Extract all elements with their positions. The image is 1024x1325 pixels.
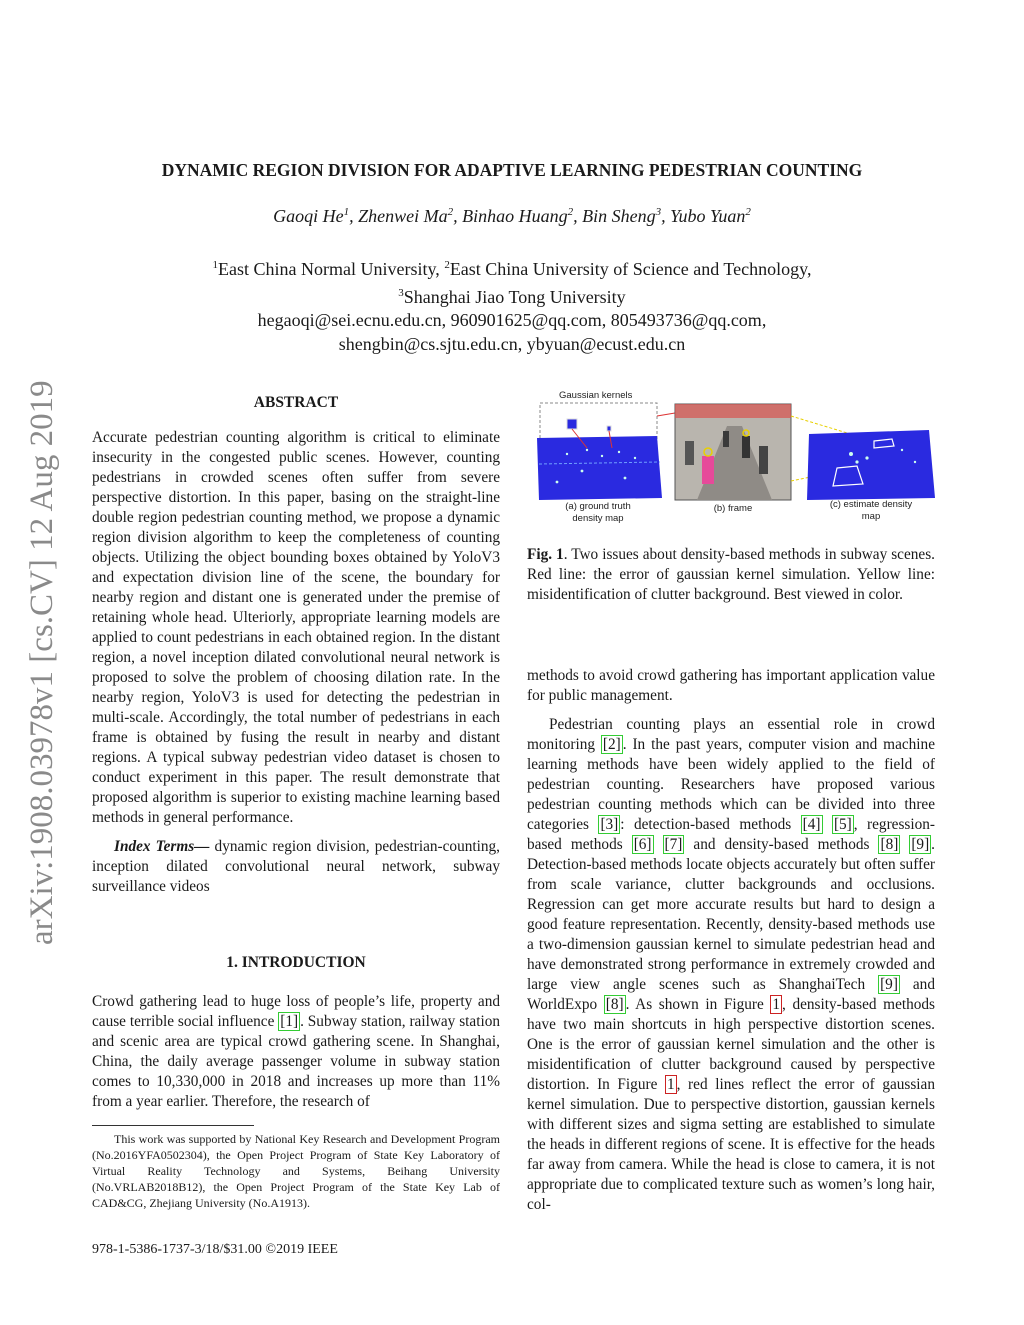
text-run: and WorldExpo: [527, 976, 935, 1013]
text-run: . Detection-based methods locate objects accurately but often suffer from scale variance, clutter backgrounds and occlusions. Regression can get more accurate results but hard to design a good feature representation. Recently, density-based methods use a two-dimension gaussian kernel to simulate pedestrian head and have demonstrated strong performance in extremely crowded and large view angle scenes such as ShanghaiTech: [527, 836, 935, 993]
text-run: . As shown in Figure: [625, 996, 771, 1013]
caption-label: Fig. 1: [527, 546, 564, 563]
index-terms-text: dynamic region division, pedestrian-counting, inception dilated convolutional neural network, subway surveillance videos: [92, 838, 500, 895]
author-name: Gaoqi He: [273, 206, 344, 226]
frame-person: [742, 436, 750, 458]
copyright-line: 978-1-5386-1737-3/18/$31.00 ©2019 IEEE: [92, 1242, 338, 1257]
caption-text: [527, 545, 935, 605]
ground-truth-density-map: [537, 436, 662, 500]
intro-heading: 1. INTRODUCTION: [226, 954, 366, 971]
citation-link[interactable]: [5]: [833, 816, 852, 833]
affiliation-line-1: [0, 254, 1024, 282]
caption-body: . Two issues about density-based methods in subway scenes. Red line: the error of gaussian kernel simulation. Yellow line: misidentification of clutter background. Best viewed in color.: [527, 546, 935, 603]
affil-sup: 3: [398, 286, 404, 299]
affiliation-line-2: [0, 282, 1024, 310]
citation-link[interactable]: [8]: [880, 836, 899, 853]
footnote: [92, 1131, 500, 1211]
email-line-1: hegaoqi@sei.ecnu.edu.cn, 960901625@qq.com, 805493736@qq.com,: [257, 310, 767, 330]
estimate-density-map: [807, 430, 935, 500]
abstract-text: Accurate pedestrian counting algorithm is critical to eliminate insecurity in the congested public scenes. However, counting pedestrians in crowded scenes often suffer from severe perspective distortion. In this paper, basing on the straight-line double region pedestrian counting method, we propose a dynamic region division algorithm to keep the completeness of counting objects. Utilizing the object bounding boxes obtained by YoloV3 and expectation division line of the scene, the boundary for nearby region and distant one is generated under the premise of retaining whole head. Ulteriorly, appropriate learning models are applied to count pedestrians in each obtained region. In the distant region, a novel inception dilated convolutional neural network is proposed to solve the problem of choosing dilation rate. In the nearby region, YoloV3 is used for detecting the pedestrian in multi-scale. Accordingly, the total number of pedestrians in each frame is obtained by fusing the result in nearby and distant regions. A typical subway pedestrian video dataset is chosen to conduct experiment in this paper. The result demonstrate that proposed algorithm is superior to existing machine learning based methods in general performance.: [92, 429, 500, 826]
text-run: and density-based methods: [684, 836, 879, 853]
author-sup: 2: [447, 206, 454, 218]
density-dot: [586, 449, 588, 451]
index-terms-label: Index Terms—: [114, 838, 210, 855]
citation-link[interactable]: [8]: [605, 996, 624, 1013]
density-dot: [566, 453, 568, 455]
frame-person: [759, 446, 768, 474]
paragraph-pedestrian-counting: [527, 715, 935, 1215]
density-dot: [865, 456, 868, 459]
figure-1: [527, 386, 939, 526]
density-dot: [556, 481, 559, 484]
author-sup: 3: [655, 206, 662, 218]
density-dot: [624, 477, 627, 480]
text-run: , red lines reflect the error of gaussian kernel simulation. Due to perspective distortion, gaussian kernels with different sizes and sigma setting are established to simulate the heads in different regions of scene. It is effective for the heads far away from camera. While the head is close to camera, it is not appropriate due to complicated texture such as women’s long hair, col-: [527, 1076, 935, 1213]
text-run: . In the past years, computer vision and machine learning methods have been widely applied to the field of pedestrian counting. Researchers have proposed various pedestrian counting methods which can be divided into three categories: [527, 736, 935, 833]
text-run: : detection-based methods: [620, 816, 801, 833]
label-a-line2: density map: [572, 513, 624, 524]
affil-sup: 1: [212, 259, 219, 271]
index-terms: [92, 837, 500, 897]
footnote-rule: [92, 1125, 254, 1126]
author-sup: 2: [567, 206, 574, 218]
right-column-body: [527, 666, 935, 1215]
label-c-line2: map: [861, 511, 881, 522]
citation-link[interactable]: [9]: [880, 976, 898, 993]
label-c-line1: (c) estimate density: [829, 499, 913, 510]
affil-name: East China Normal University,: [218, 259, 445, 279]
paper-title: DYNAMIC REGION DIVISION FOR ADAPTIVE LEARNING PEDESTRIAN COUNTING: [161, 160, 863, 180]
author-list: Gaoqi He$^1$, Zhenwei Ma$^2$, Binhao Huang$^2$, Bin Sheng$^3$, Yubo Yuan$^2$: [273, 206, 751, 226]
intro-body: [92, 992, 500, 1112]
author-name: Zhenwei Ma: [358, 206, 448, 226]
density-dot: [601, 455, 603, 457]
text-run: Crowd gathering lead to huge loss of people’s life, property and cause terrible social influence: [92, 993, 500, 1030]
density-dot: [855, 460, 858, 463]
kernels-label: Gaussian kernels: [559, 390, 633, 401]
frame-person: [685, 441, 694, 465]
frame-person: [723, 431, 729, 447]
arxiv-stamp-text: arXiv:1908.03978v1 [cs.CV] 12 Aug 2019: [24, 380, 60, 945]
kernel-sample: [567, 419, 577, 429]
author-name: Yubo Yuan: [670, 206, 746, 226]
paragraph-continued: methods to avoid crowd gathering has important application value for public management.: [527, 667, 935, 704]
density-dot: [618, 451, 620, 453]
footnote-text: This work was supported by National Key Research and Development Program (No.2016YFA0502304), the Open Project Program of State Key Laboratory of Virtual Reality Technology and Systems, Beihang University (No.VRLAB2018B12), the Open Project Program of the State Key Lab of CAD&CG, Zhejiang University (No.A1913).: [92, 1132, 500, 1210]
author-name: Bin Sheng: [582, 206, 656, 226]
density-dot: [914, 461, 916, 463]
affiliations: [0, 254, 1024, 356]
author-sup: 1: [343, 206, 350, 218]
affil-sup: 2: [444, 259, 450, 271]
label-b: (b) frame: [713, 503, 753, 514]
figure-reference-link[interactable]: 1: [772, 996, 781, 1013]
affil-name: Shanghai Jiao Tong University: [403, 286, 626, 307]
label-a-line1: (a) ground truth: [565, 501, 631, 512]
figure-reference-link[interactable]: 1: [666, 1076, 675, 1093]
citation-link[interactable]: [2]: [602, 736, 621, 753]
text-run: . Subway station, railway station and scenic area are typical crowd gathering scene. In Shanghai, China, the daily average passenger volume in subway station comes to 10,330,000 in 2018 and increases up more than 11% from a year earlier. Therefore, the research of: [92, 1013, 500, 1110]
text-run: , density-based methods have two main shortcuts in high perspective distortion scenes. One is the error of gaussian kernel simulation and the other is misidentification of clutter background caused by perspective distortion. In Figure: [527, 996, 936, 1093]
affil-name: East China University of Science and Technology,: [449, 259, 812, 279]
citation-link[interactable]: [1]: [280, 1013, 299, 1030]
abstract-body: [92, 428, 500, 897]
author-sup: 2: [745, 206, 751, 218]
citation-link[interactable]: [3]: [600, 816, 619, 833]
intro-paragraph: [92, 992, 500, 1112]
text-run: Pedestrian counting plays an essential role in crowd monitoring: [527, 716, 935, 753]
abstract-heading: ABSTRACT: [253, 394, 339, 411]
frame-ceiling: [675, 404, 791, 418]
density-dot: [634, 457, 636, 459]
kernel-sample: [607, 426, 611, 431]
frame-person: [702, 456, 714, 484]
citation-link[interactable]: [7]: [664, 836, 683, 853]
density-dot: [901, 449, 903, 451]
arxiv-side-stamp: [22, 345, 62, 945]
author-name: Binhao Huang: [462, 206, 568, 226]
email-line-2: shengbin@cs.sjtu.edu.cn, ybyuan@ecust.edu.cn: [338, 333, 686, 354]
density-dot: [849, 452, 853, 456]
citation-link[interactable]: [9]: [911, 836, 930, 853]
density-dot: [581, 470, 584, 473]
figure-caption: [527, 545, 935, 605]
text-run: , regression-based methods: [527, 816, 935, 853]
citation-link[interactable]: [4]: [802, 816, 821, 833]
citation-link[interactable]: [6]: [633, 836, 652, 853]
